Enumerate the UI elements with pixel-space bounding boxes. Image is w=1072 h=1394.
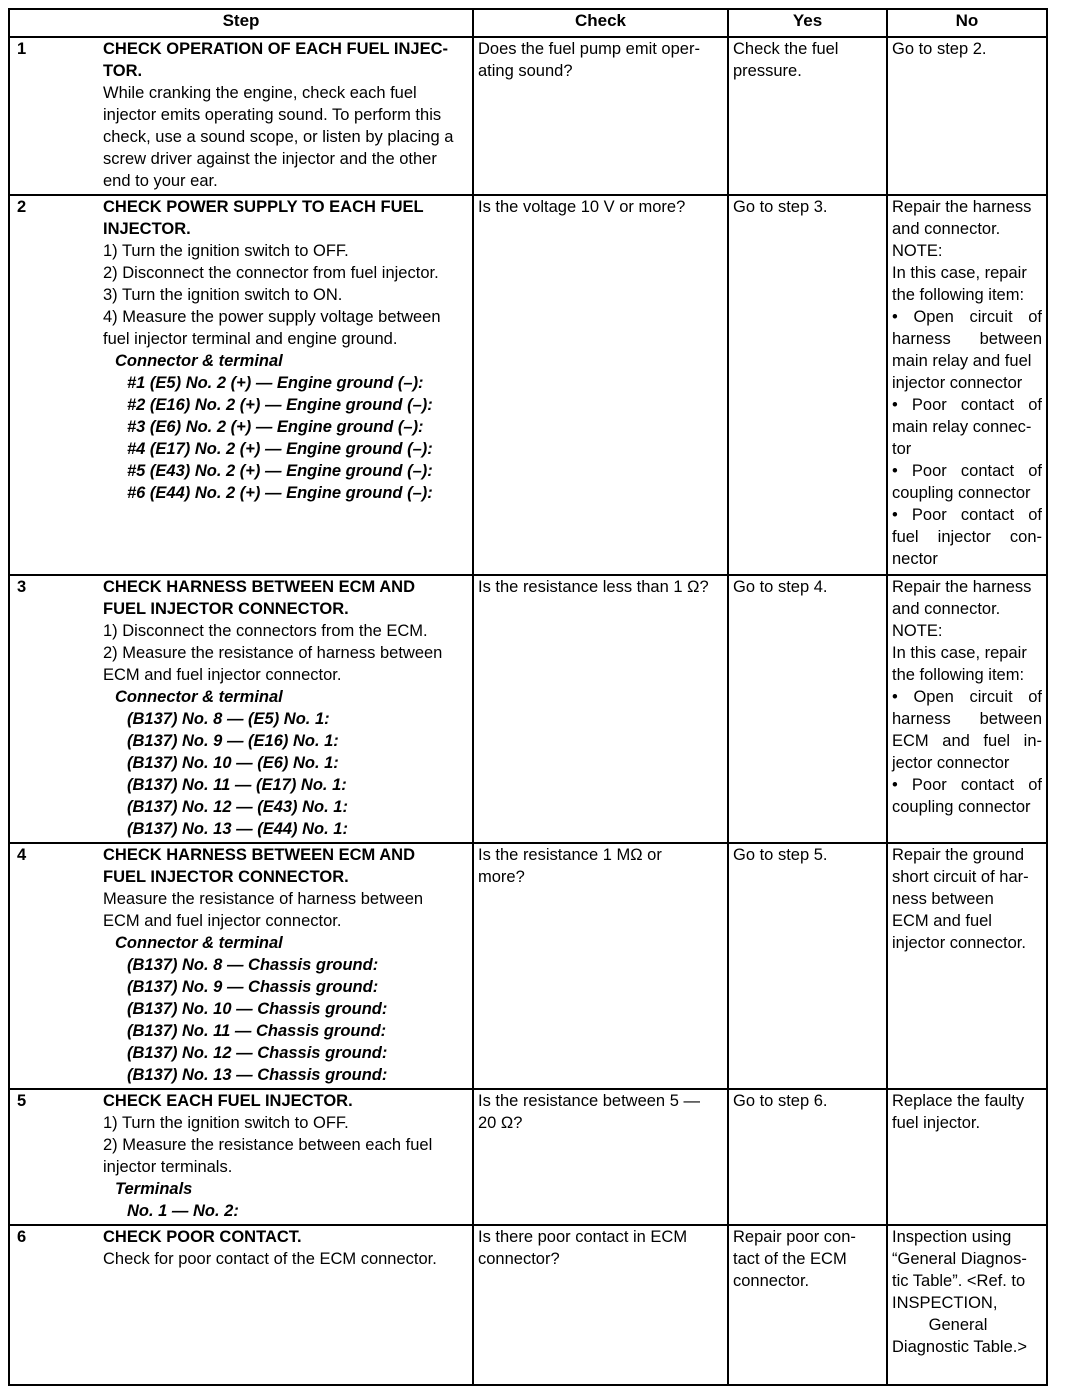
step-instruction: 1) Disconnect the connectors from the ECM.	[103, 622, 428, 640]
no-text: Repair the harness	[892, 578, 1032, 596]
terminal-spec: #5 (E43) No. 2 (+) — Engine ground (–):	[127, 462, 433, 480]
step-title: CHECK OPERATION OF EACH FUEL INJEC-	[103, 40, 448, 58]
step-instruction: 1) Turn the ignition switch to OFF.	[103, 1114, 349, 1132]
terminal-spec: (B137) No. 8 — (E5) No. 1:	[127, 710, 330, 728]
yes-cell	[728, 1089, 887, 1225]
header-yes: Yes	[728, 9, 887, 37]
no-text: “General Diagnos-	[892, 1250, 1027, 1268]
step-title: FUEL INJECTOR CONNECTOR.	[103, 600, 349, 618]
terminal-spec: #3 (E6) No. 2 (+) — Engine ground (–):	[127, 418, 424, 436]
no-text: Diagnostic Table.>	[892, 1338, 1027, 1356]
no-text: nector	[892, 550, 938, 568]
step-instruction: fuel injector terminal and engine ground.	[103, 330, 398, 348]
step-cell	[9, 575, 473, 843]
check-text: Is the resistance between 5 —	[478, 1092, 700, 1110]
no-text: INSPECTION,	[892, 1294, 998, 1312]
step-instruction: ECM and fuel injector connector.	[103, 912, 342, 930]
no-text: Repair the harness	[892, 198, 1032, 216]
no-text: In this case, repair	[892, 264, 1027, 282]
terminal-spec: No. 1 — No. 2:	[127, 1202, 239, 1220]
no-text: short circuit of har-	[892, 868, 1029, 886]
no-text: injector connector	[892, 374, 1023, 392]
no-cell	[887, 843, 1047, 1089]
step-instruction: 3) Turn the ignition switch to ON.	[103, 286, 343, 304]
step-instruction: screw driver against the injector and the other	[103, 150, 437, 168]
terminal-spec: #4 (E17) No. 2 (+) — Engine ground (–):	[127, 440, 433, 458]
terminal-spec: (B137) No. 12 — (E43) No. 1:	[127, 798, 348, 816]
yes-cell	[728, 575, 887, 843]
header-no: No	[887, 9, 1047, 37]
step-instruction: ECM and fuel injector connector.	[103, 666, 342, 684]
step-instruction: end to your ear.	[103, 172, 218, 190]
terminal-heading: Connector & terminal	[115, 688, 283, 706]
step-instruction: injector terminals.	[103, 1158, 233, 1176]
check-text: Does the fuel pump emit oper-	[478, 40, 700, 58]
terminal-spec: (B137) No. 10 — (E6) No. 1:	[127, 754, 339, 772]
no-text: and connector.	[892, 600, 1001, 618]
check-text: connector?	[478, 1250, 560, 1268]
no-text: and connector.	[892, 220, 1001, 238]
no-text: • Open circuit of	[892, 688, 1042, 706]
step-title: CHECK POOR CONTACT.	[103, 1228, 302, 1246]
step-title: FUEL INJECTOR CONNECTOR.	[103, 868, 349, 886]
check-cell	[473, 1225, 728, 1385]
step-instruction: 2) Measure the resistance of harness between	[103, 644, 443, 662]
terminal-heading: Connector & terminal	[115, 934, 283, 952]
step-instruction: 4) Measure the power supply voltage between	[103, 308, 441, 326]
step-number: 3	[17, 578, 27, 596]
no-text: coupling connector	[892, 798, 1031, 816]
terminal-heading: Terminals	[115, 1180, 193, 1198]
no-text: ECM and fuel in-	[892, 732, 1042, 750]
terminal-spec: (B137) No. 9 — (E16) No. 1:	[127, 732, 339, 750]
no-text: fuel injector.	[892, 1114, 981, 1132]
no-text: Repair the ground	[892, 846, 1025, 864]
yes-text: Go to step 5.	[733, 846, 828, 864]
terminal-spec: #1 (E5) No. 2 (+) — Engine ground (–):	[127, 374, 424, 392]
yes-cell	[728, 1225, 887, 1385]
yes-text: Go to step 6.	[733, 1092, 828, 1110]
step-number: 6	[17, 1228, 27, 1246]
step-cell	[9, 195, 473, 575]
terminal-spec: #6 (E44) No. 2 (+) — Engine ground (–):	[127, 484, 433, 502]
header-step: Step	[9, 9, 473, 37]
no-text: • Poor contact of	[892, 776, 1042, 794]
table-row	[9, 37, 1047, 195]
no-text: jector connector	[892, 754, 1010, 772]
step-title: CHECK POWER SUPPLY TO EACH FUEL	[103, 198, 424, 216]
step-number: 1	[17, 40, 27, 58]
yes-text: Go to step 4.	[733, 578, 828, 596]
check-text: 20 Ω?	[478, 1114, 523, 1132]
step-number: 4	[17, 846, 27, 864]
no-text: Go to step 2.	[892, 40, 987, 58]
no-text: NOTE:	[892, 242, 943, 260]
table-row	[9, 1225, 1047, 1385]
no-text: harness between	[892, 710, 1042, 728]
step-cell	[9, 1225, 473, 1385]
check-cell	[473, 575, 728, 843]
step-instruction: injector emits operating sound. To perform this	[103, 106, 442, 124]
terminal-spec: (B137) No. 12 — Chassis ground:	[127, 1044, 388, 1062]
step-instruction: While cranking the engine, check each fuel	[103, 84, 417, 102]
terminal-spec: (B137) No. 9 — Chassis ground:	[127, 978, 379, 996]
terminal-spec: (B137) No. 13 — (E44) No. 1:	[127, 820, 348, 838]
no-text: the following item:	[892, 666, 1025, 684]
table-row	[9, 843, 1047, 1089]
no-text: In this case, repair	[892, 644, 1027, 662]
check-text: Is the resistance less than 1 Ω?	[478, 578, 709, 596]
step-title: CHECK EACH FUEL INJECTOR.	[103, 1092, 353, 1110]
no-text: harness between	[892, 330, 1042, 348]
header-row	[9, 9, 1047, 37]
terminal-spec: #2 (E16) No. 2 (+) — Engine ground (–):	[127, 396, 433, 414]
terminal-spec: (B137) No. 11 — Chassis ground:	[127, 1022, 387, 1040]
no-cell	[887, 575, 1047, 843]
no-text: fuel injector con-	[892, 528, 1042, 546]
check-text: more?	[478, 868, 525, 886]
step-cell	[9, 843, 473, 1089]
yes-text: Check the fuel	[733, 40, 839, 58]
step-instruction: 1) Turn the ignition switch to OFF.	[103, 242, 349, 260]
no-text: General	[892, 1316, 988, 1334]
no-text: • Poor contact of	[892, 462, 1042, 480]
terminal-heading: Connector & terminal	[115, 352, 283, 370]
step-title: CHECK HARNESS BETWEEN ECM AND	[103, 846, 415, 864]
yes-cell	[728, 37, 887, 195]
step-number: 5	[17, 1092, 27, 1110]
no-cell	[887, 195, 1047, 575]
table-row	[9, 1089, 1047, 1225]
yes-text: Repair poor con-	[733, 1228, 856, 1246]
no-text: ness between	[892, 890, 994, 908]
diagnostic-table	[8, 8, 1048, 1386]
no-text: • Open circuit of	[892, 308, 1042, 326]
no-cell	[887, 1089, 1047, 1225]
yes-text: connector.	[733, 1272, 810, 1290]
step-title: CHECK HARNESS BETWEEN ECM AND	[103, 578, 415, 596]
step-title: INJECTOR.	[103, 220, 191, 238]
no-text: tor	[892, 440, 912, 458]
step-title: TOR.	[103, 62, 143, 80]
yes-text: Go to step 3.	[733, 198, 828, 216]
step-instruction: 2) Disconnect the connector from fuel injector.	[103, 264, 439, 282]
check-text: Is the resistance 1 MΩ or	[478, 846, 662, 864]
no-text: main relay and fuel	[892, 352, 1032, 370]
yes-text: pressure.	[733, 62, 802, 80]
terminal-spec: (B137) No. 11 — (E17) No. 1:	[127, 776, 347, 794]
no-text: • Poor contact of	[892, 396, 1042, 414]
step-cell	[9, 37, 473, 195]
check-cell	[473, 1089, 728, 1225]
no-text: ECM and fuel	[892, 912, 992, 930]
terminal-spec: (B137) No. 10 — Chassis ground:	[127, 1000, 388, 1018]
step-instruction: 2) Measure the resistance between each fuel	[103, 1136, 433, 1154]
no-text: injector connector.	[892, 934, 1026, 952]
table-row	[9, 575, 1047, 843]
terminal-spec: (B137) No. 8 — Chassis ground:	[127, 956, 379, 974]
step-number: 2	[17, 198, 27, 216]
no-cell	[887, 37, 1047, 195]
no-text: main relay connec-	[892, 418, 1032, 436]
check-cell	[473, 37, 728, 195]
no-text: Inspection using	[892, 1228, 1012, 1246]
no-text: the following item:	[892, 286, 1025, 304]
check-text: Is the voltage 10 V or more?	[478, 198, 686, 216]
no-text: coupling connector	[892, 484, 1031, 502]
header-check: Check	[473, 9, 728, 37]
step-instruction: Check for poor contact of the ECM connector.	[103, 1250, 437, 1268]
no-cell	[887, 1225, 1047, 1385]
step-cell	[9, 1089, 473, 1225]
yes-text: tact of the ECM	[733, 1250, 847, 1268]
step-instruction: Measure the resistance of harness between	[103, 890, 424, 908]
check-text: ating sound?	[478, 62, 573, 80]
no-text: NOTE:	[892, 622, 943, 640]
check-cell	[473, 843, 728, 1089]
no-text: • Poor contact of	[892, 506, 1042, 524]
terminal-spec: (B137) No. 13 — Chassis ground:	[127, 1066, 388, 1084]
no-text: tic Table”. <Ref. to	[892, 1272, 1026, 1290]
yes-cell	[728, 843, 887, 1089]
check-cell	[473, 195, 728, 575]
yes-cell	[728, 195, 887, 575]
no-text: Replace the faulty	[892, 1092, 1025, 1110]
table-row	[9, 195, 1047, 575]
check-text: Is there poor contact in ECM	[478, 1228, 688, 1246]
step-instruction: check, use a sound scope, or listen by placing a	[103, 128, 454, 146]
